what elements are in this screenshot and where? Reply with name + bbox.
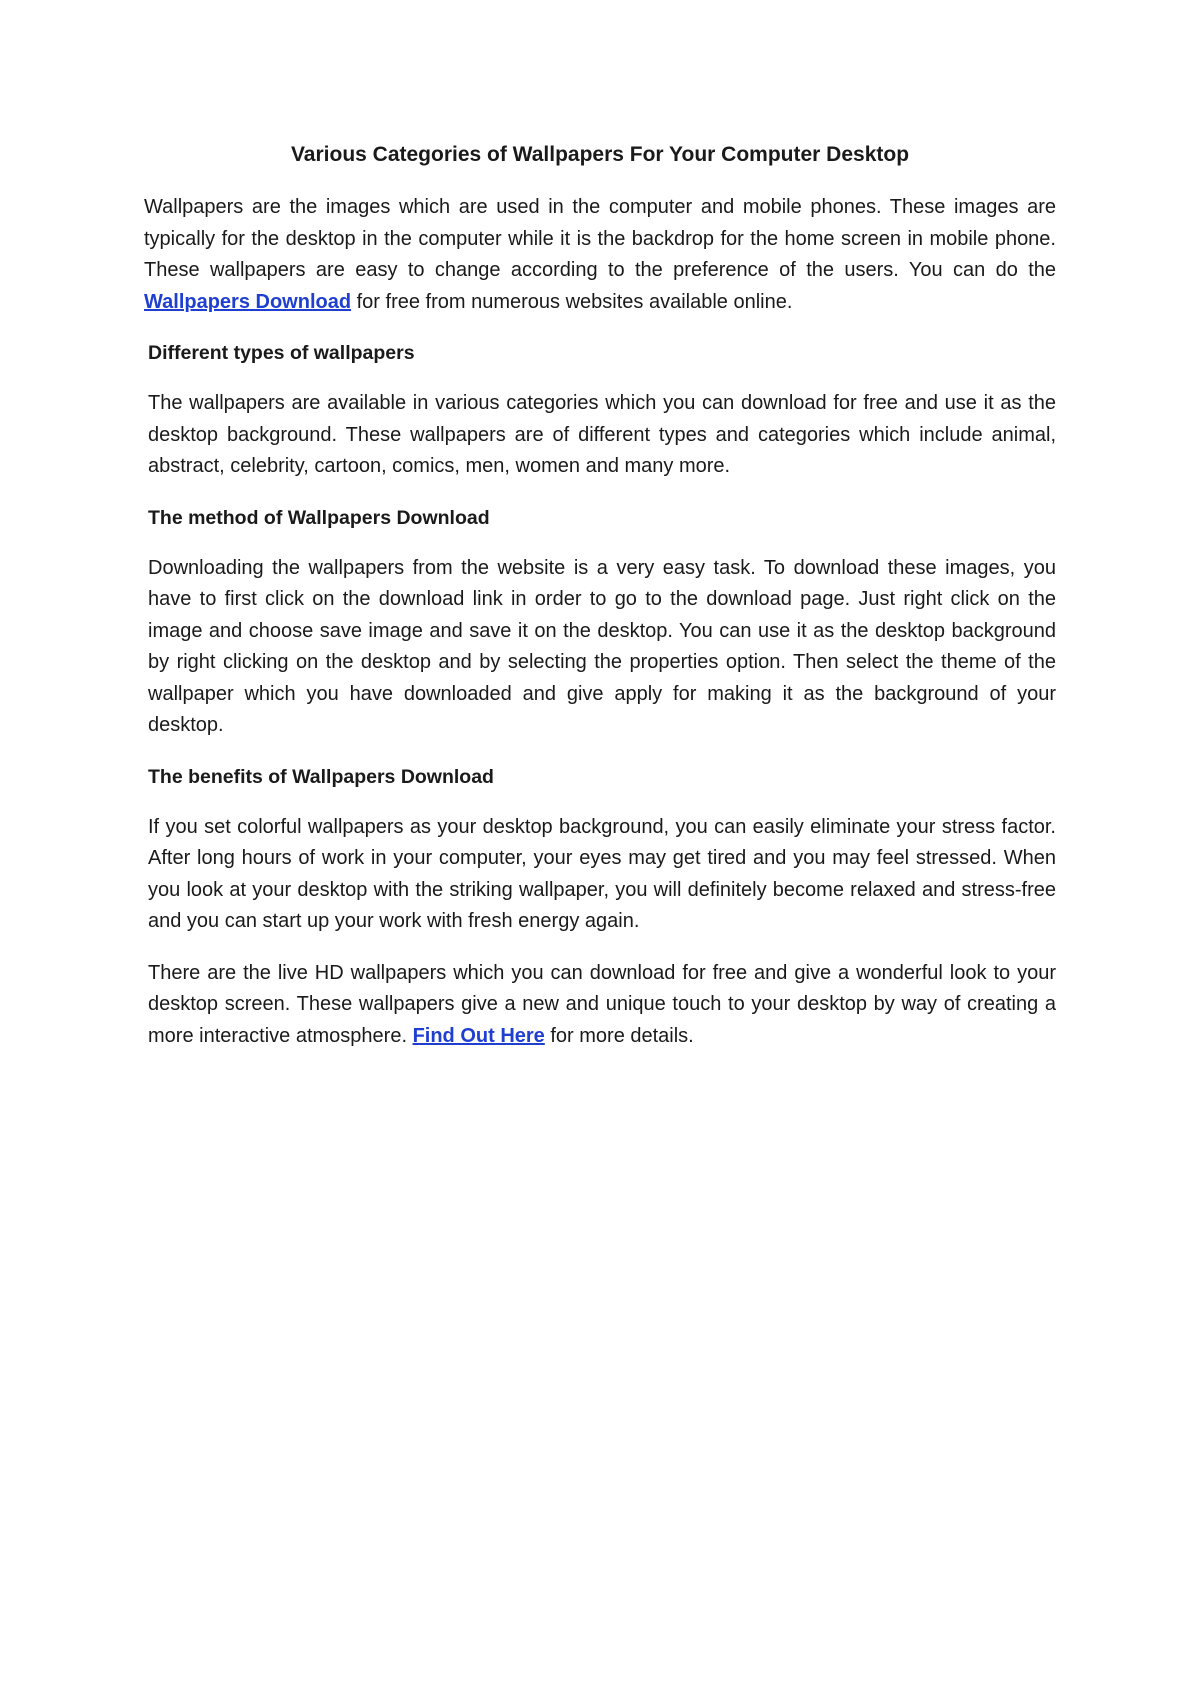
closing-text-before-link: There are the live HD wallpapers which you can download for free and give a wonderful look to your desktop screen. These wallpapers give a new and unique touch to your desktop by way of creating a more interactive atmosphere. — [148, 961, 1056, 1047]
section-paragraph-benefits: If you set colorful wallpapers as your desktop background, you can easily eliminate your stress factor. After long hours of work in your computer, your eyes may get tired and you may feel stressed. When you look at your desktop with the striking wallpaper, you will definitely become relaxed and stress-free and you can start up your work with fresh energy again. — [148, 815, 1056, 932]
section-paragraph-method: Downloading the wallpapers from the website is a very easy task. To download these images, you have to first click on the download link in order to go to the download page. Just right click on the image and choose save image and save it on the desktop. You can use it as the desktop background by right clicking on the desktop and by selecting the properties option. Then select the theme of the wallpaper which you have downloaded and give apply for making it as the background of your desktop. — [148, 556, 1056, 736]
section-heading-method: The method of Wallpapers Download — [148, 506, 490, 529]
find-out-here-link[interactable]: Find Out Here — [412, 1024, 545, 1047]
section-heading-types: Different types of wallpapers — [148, 342, 415, 364]
intro-text-before-link: Wallpapers are the images which are used in the computer and mobile phones. These images are typically for the desktop in the computer while it is the backdrop for the home screen in mobile phone. These wallpapers are easy to change according to the preference of the users. You can do the — [144, 196, 1056, 281]
section-paragraph-types: The wallpapers are available in various categories which you can download for free and use it as the desktop background. These wallpapers are of different types and categories which include animal, abstract, celebrity, cartoon, comics, men, women and many more. — [148, 392, 1056, 477]
document-page — [144, 140, 1056, 1072]
section-heading-benefits: The benefits of Wallpapers Download — [148, 765, 494, 788]
closing-paragraph — [144, 958, 1056, 1053]
intro-paragraph — [144, 192, 1056, 318]
closing-text-after-link: for more details. — [544, 1024, 694, 1047]
intro-text-after-link: for free from numerous websites available online. — [351, 290, 793, 313]
document-title: Various Categories of Wallpapers For Your Computer Desktop — [290, 143, 910, 166]
wallpapers-download-link[interactable]: Wallpapers Download — [144, 290, 352, 313]
